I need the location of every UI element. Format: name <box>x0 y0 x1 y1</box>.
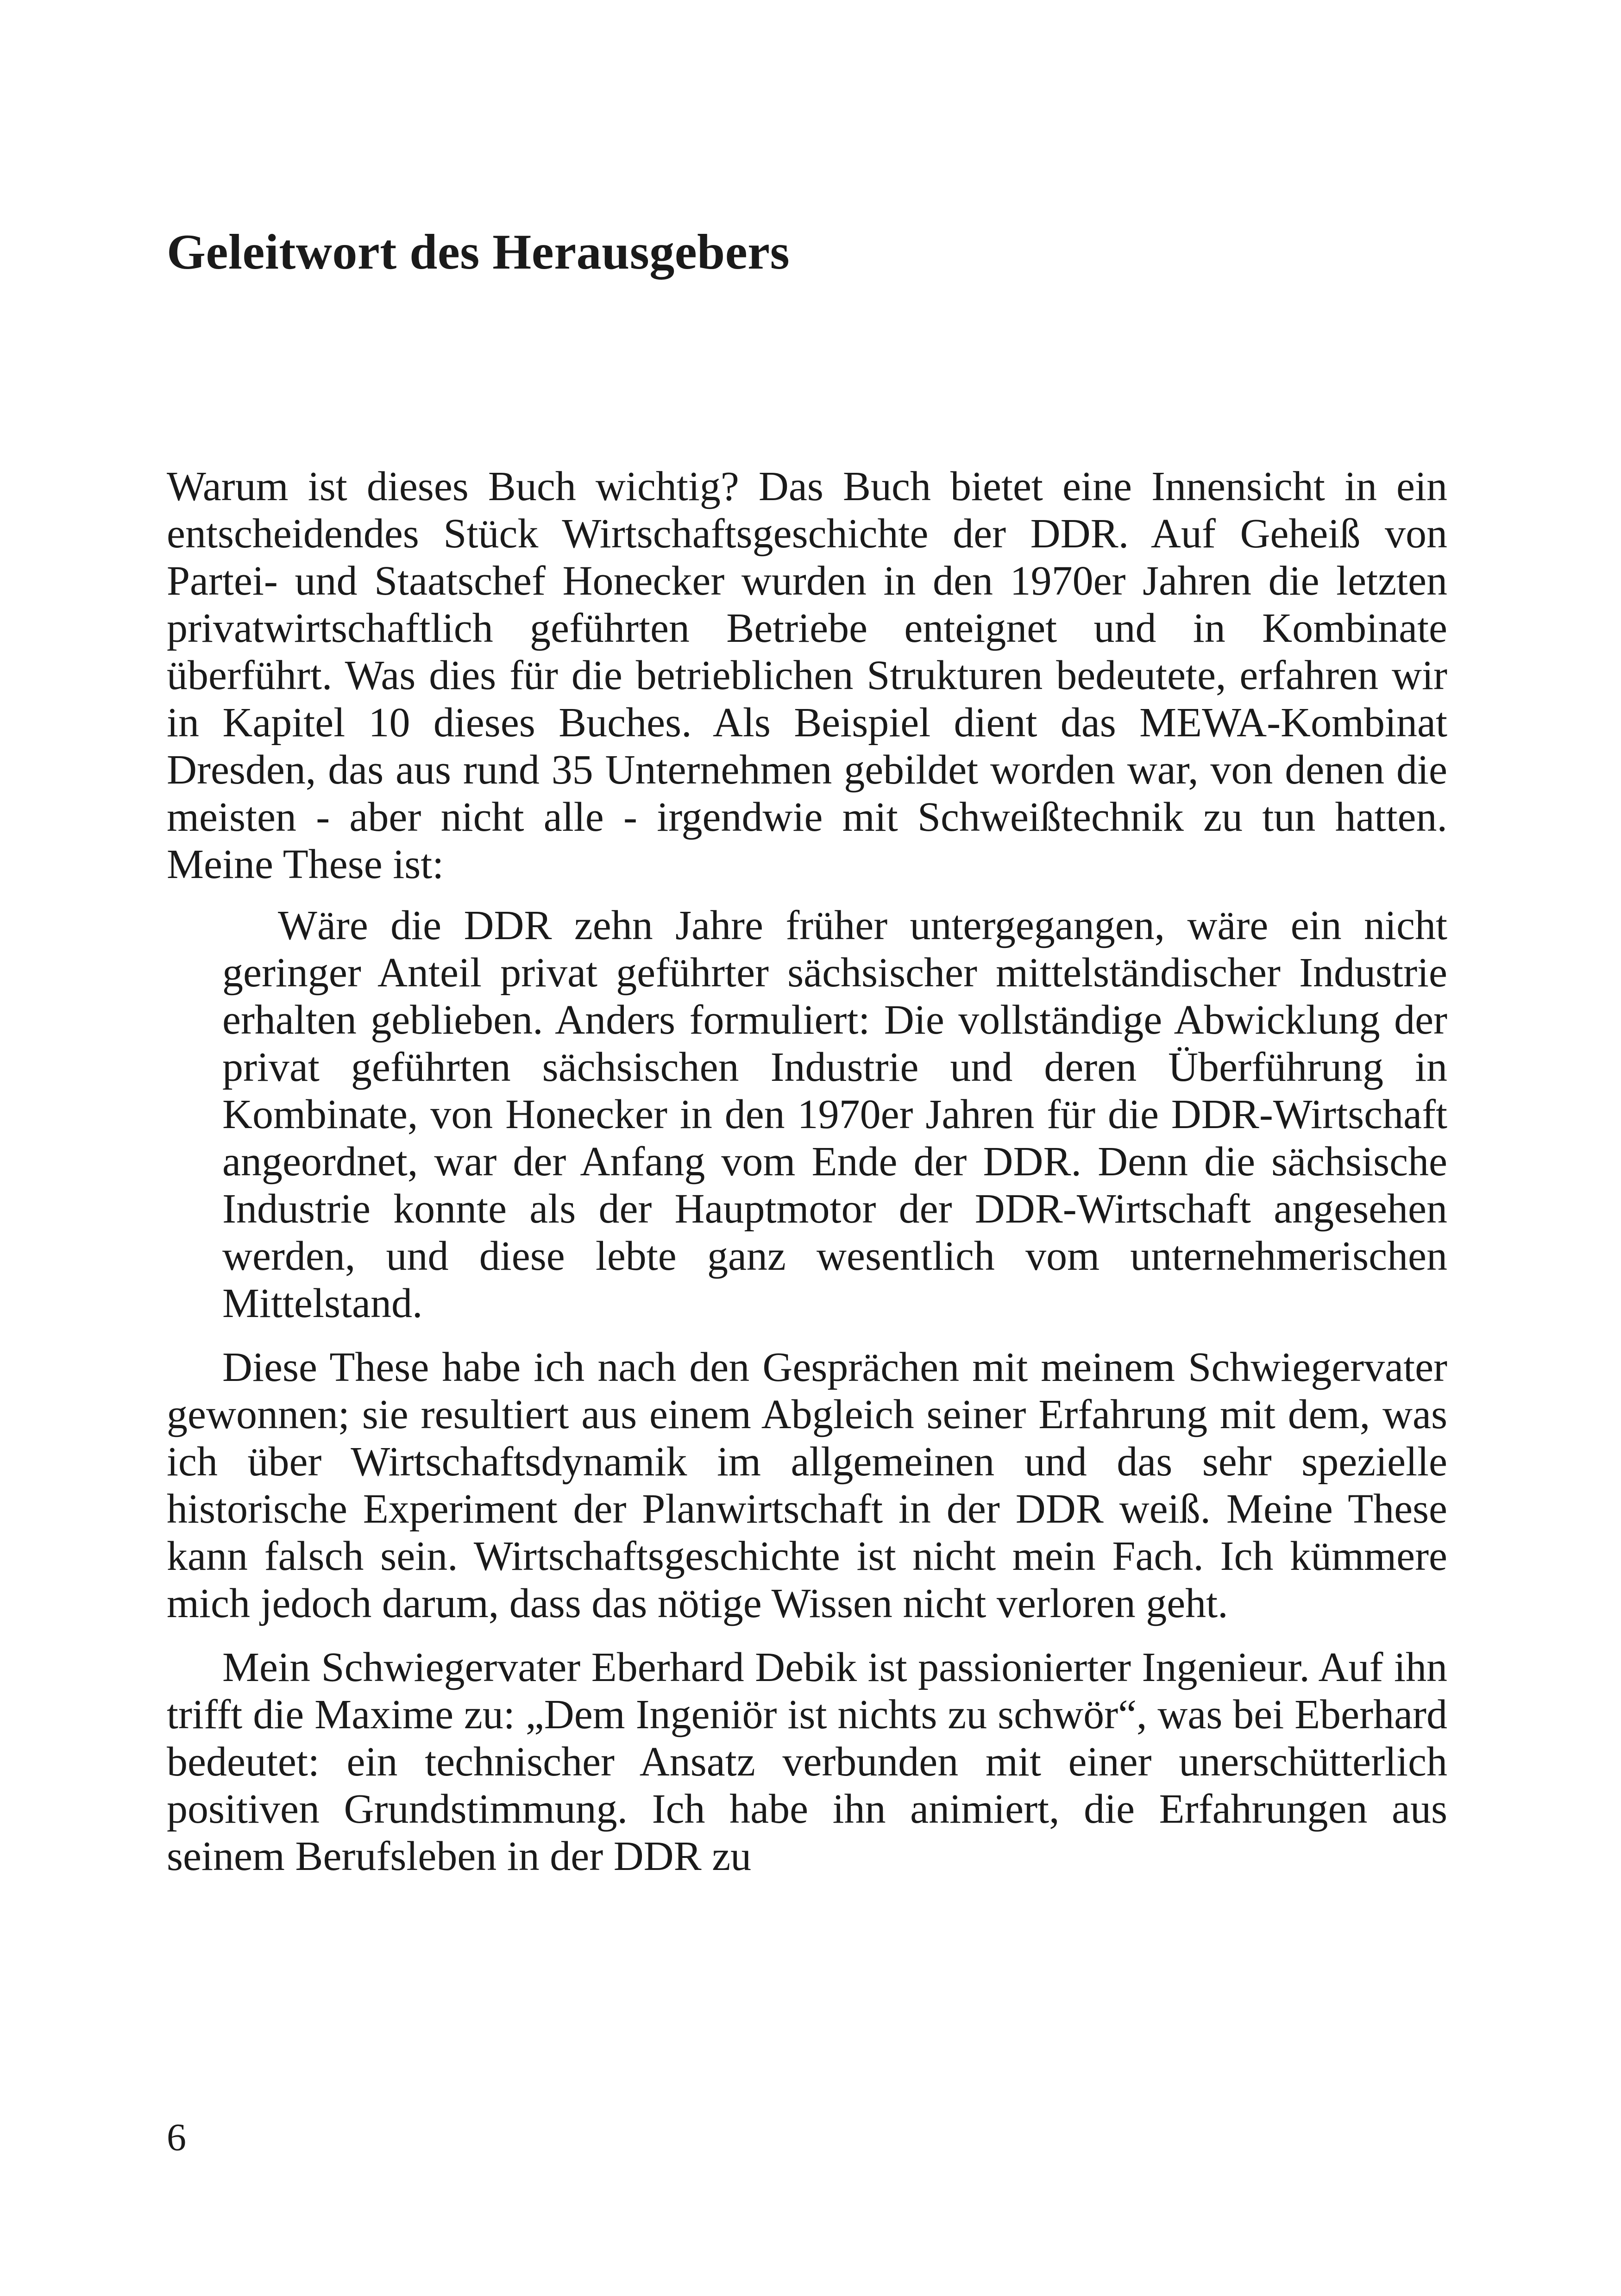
paragraph-third: Mein Schwiegervater Eberhard Debik ist passionierter Ingenieur. Auf ihn trifft die Maxime zu: „Dem Ingeniör ist nichts zu schwör“, was bei Eberhard bedeutet: ein technischer Ansatz verbunden mit einer unerschütterlich positiven Grundstimmung. Ich habe ihn animiert, die Erfahrungen aus seinem Berufsleben in der DDR zu <box>167 1644 1447 1879</box>
page-number: 6 <box>167 2116 186 2159</box>
paragraph-second: Diese These habe ich nach den Gesprächen mit meinem Schwiegervater gewonnen; sie resultiert aus einem Abgleich seiner Erfahrung mit dem, was ich über Wirtschaftsdynamik im allgemeinen und das sehr spezielle historische Experiment der Planwirtschaft in der DDR weiß. Meine These kann falsch sein. Wirtschaftsgeschichte ist nicht mein Fach. Ich kümmere mich jedoch darum, dass das nötige Wissen nicht verloren geht. <box>167 1344 1447 1626</box>
chapter-heading: Geleitwort des Herausgebers <box>167 225 790 280</box>
thesis-text: Wäre die DDR zehn Jahre früher untergegangen, wäre ein nicht geringer Anteil privat geführter sächsischer mittelständischer Industrie erhalten geblieben. Anders formuliert: Die vollständige Abwicklung der privat geführten sächsischen Industrie und deren Überführung in Kombinate, von Honecker in den 1970er Jahren für die DDR-Wirtschaft angeordnet, war der Anfang vom Ende der DDR. Denn die sächsische Industrie konnte als der Hauptmotor der DDR-Wirtschaft angesehen werden, und diese lebte ganz wesentlich vom unternehmerischen Mittelstand. <box>222 903 1447 1326</box>
body-text <box>167 463 1447 1880</box>
thesis-quote <box>222 902 1447 1327</box>
paragraph-intro: Warum ist dieses Buch wichtig? Das Buch bietet eine Innensicht in ein entscheidendes Stück Wirtschaftsgeschichte der DDR. Auf Geheiß von Partei- und Staatschef Honecker wurden in den 1970er Jahren die letzten privatwirtschaftlich geführten Betriebe enteignet und in Kombinate überführt. Was dies für die betrieblichen Strukturen bedeutete, erfahren wir in Kapitel 10 dieses Buches. Als Beispiel dient das MEWA-Kombinat Dresden, das aus rund 35 Unternehmen gebildet worden war, von denen die meisten - aber nicht alle - irgendwie mit Schweißtechnik zu tun hatten. Meine These ist: <box>167 464 1447 887</box>
